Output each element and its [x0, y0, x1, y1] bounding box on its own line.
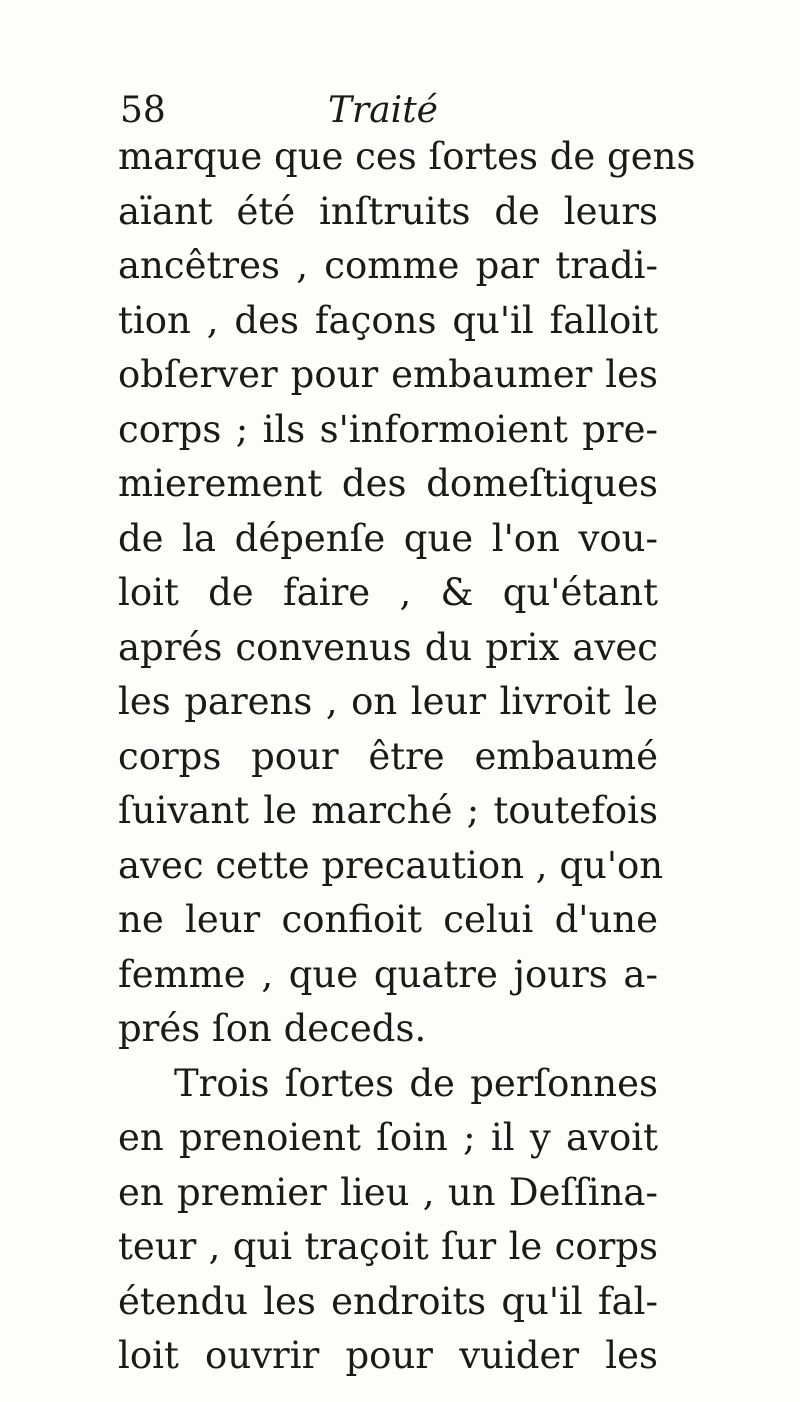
text-line: obſerver pour embaumer les — [118, 353, 658, 396]
text-line: loit de faire , & qu'étant — [118, 571, 658, 614]
text-line: de la dépenſe que l'on vou- — [118, 516, 658, 560]
text-line: les parens , on leur livroit le — [118, 680, 658, 723]
text-line: ne leur confioit celui d'une — [118, 898, 658, 941]
text-line: marque que ces ſortes de gens — [118, 135, 696, 178]
text-line: ancêtres , comme par tradi- — [118, 244, 658, 287]
running-title: Traité — [328, 90, 438, 131]
text-line: avec cette precaution , qu'on — [118, 843, 664, 887]
text-line: teur , qui traçoit ſur le corps — [118, 1225, 658, 1268]
text-line: corps ; ils s'informoient pre- — [118, 407, 658, 451]
text-line: loit ouvrir pour vuider les — [118, 1334, 658, 1377]
text-line: tion , des façons qu'il falloit — [118, 298, 658, 342]
paragraph-end-line: prés ſon deceds. — [118, 1007, 427, 1050]
text-line: aprés convenus du prix avec — [118, 625, 658, 669]
text-line: mierement des domeſtiques — [118, 462, 658, 505]
page-number: 58 — [120, 90, 166, 131]
text-line: corps pour être embaumé — [118, 734, 658, 778]
text-line: aïant été inſtruits de leurs — [118, 189, 658, 233]
text-line: en prenoient ſoin ; il y avoit — [118, 1116, 658, 1159]
text-line: ſuivant le marché ; toutefois — [118, 789, 658, 832]
body-text — [118, 130, 696, 1384]
text-line: étendu les endroits qu'il fal- — [118, 1279, 658, 1323]
paragraph-start-line: Trois ſortes de perſonnes — [174, 1061, 658, 1105]
text-line: en premier lieu , un Deſſina- — [118, 1170, 658, 1214]
text-line: femme , que quatre jours a- — [118, 952, 658, 996]
